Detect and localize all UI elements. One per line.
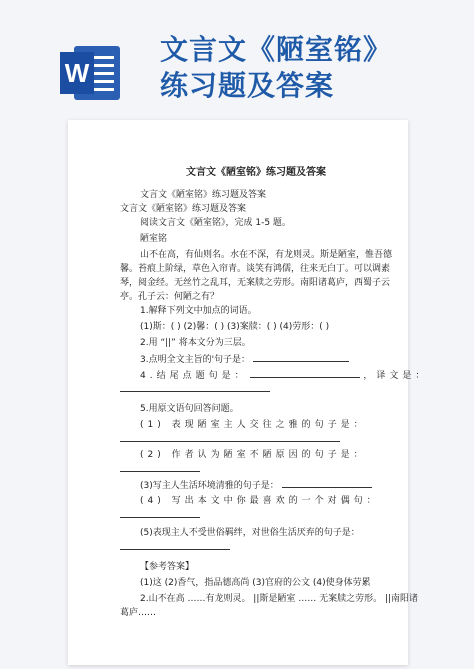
passage-title: 陋室铭: [140, 234, 168, 244]
question-5-1: (1) 表现陋室主人交往之雅的句子是：: [140, 420, 367, 430]
banner-title-line-2: 练习题及答案: [160, 69, 335, 102]
question-4: [140, 369, 428, 383]
answer-blank: [253, 353, 349, 362]
question-3-text: 3.点明全文主旨的'句子是：: [140, 355, 251, 365]
question-5-5: (5)表现主人不受世俗羁绊，对世俗生活厌弃的句子是：: [140, 528, 360, 538]
question-4-blank-line: [120, 383, 270, 397]
passage-line: 山不在高，有仙则名。水在不深，有龙则灵。斯是陋室，惟吾德: [140, 250, 393, 260]
document-title: 文言文《陋室铭》练习题及答案: [186, 167, 326, 178]
question-4-text: 4.结尾点题句是：: [140, 371, 248, 381]
answer-blank: [120, 463, 200, 472]
question-5-2: (2) 作者认为陋室不陋原因的句子是：: [140, 450, 367, 460]
word-logo-letter: W: [64, 58, 90, 88]
question-5-2-blank: [120, 463, 200, 477]
question-4-translation-text: ，译文是：: [363, 371, 429, 381]
answer-heading: 【参考答案】: [140, 562, 195, 572]
answer-blank: [250, 369, 360, 378]
question-5-4-blank: [120, 509, 200, 523]
question-5-5-blank: [120, 541, 230, 555]
answer-blank: [282, 479, 372, 488]
question-1-items: (1)斯：( ) (2)馨：( ) (3)案牍：( ) (4)劳形：( ): [140, 322, 330, 332]
doc-line: 阅读文言文《陋室铭》，完成 1-5 题。: [140, 218, 291, 228]
question-5-3: [140, 479, 372, 493]
answer-1: (1)这 (2)香气，指品德高尚 (3)官府的公文 (4)使身体劳累: [140, 578, 371, 588]
passage-line: 琴，阅金经。无丝竹之乱耳，无案牍之劳形。南阳诸葛庐，西蜀子云: [120, 278, 391, 288]
question-5-3-text: (3)写主人生活环境清雅的句子是：: [140, 481, 279, 491]
answer-blank: [120, 383, 270, 392]
question-3: [140, 353, 349, 367]
question-5-1-blank: [120, 433, 340, 447]
doc-line: 文言文《陋室铭》练习题及答案: [140, 190, 267, 200]
question-2: 2.用 “||” 将本文分为三层。: [140, 338, 251, 348]
question-5-4: (4) 写出本文中你最喜欢的一个对偶句：: [140, 496, 380, 506]
banner-title-line-1: 文言文《陋室铭》: [160, 33, 393, 66]
answer-2: 2.山不在高 ……有龙则灵。 ||斯是陋室 …… 无案牍之劳形。 ||南阳诸: [140, 594, 419, 604]
question-5: 5.用原文语句回答问题。: [140, 404, 239, 414]
passage-line: 馨。苔痕上阶绿，草色入帘青。谈笑有鸿儒，往来无白丁。可以调素: [120, 264, 391, 274]
answer-blank: [120, 433, 340, 442]
doc-line: 文言文《陋室铭》练习题及答案: [120, 204, 247, 214]
answer-blank: [120, 541, 230, 550]
passage-line: 亭。孔子云：何陋之有？: [120, 292, 220, 302]
answer-2-cont: 葛庐……: [120, 608, 157, 618]
question-1: 1.解释下列文中加点的词语。: [140, 306, 257, 316]
answer-blank: [120, 509, 200, 518]
